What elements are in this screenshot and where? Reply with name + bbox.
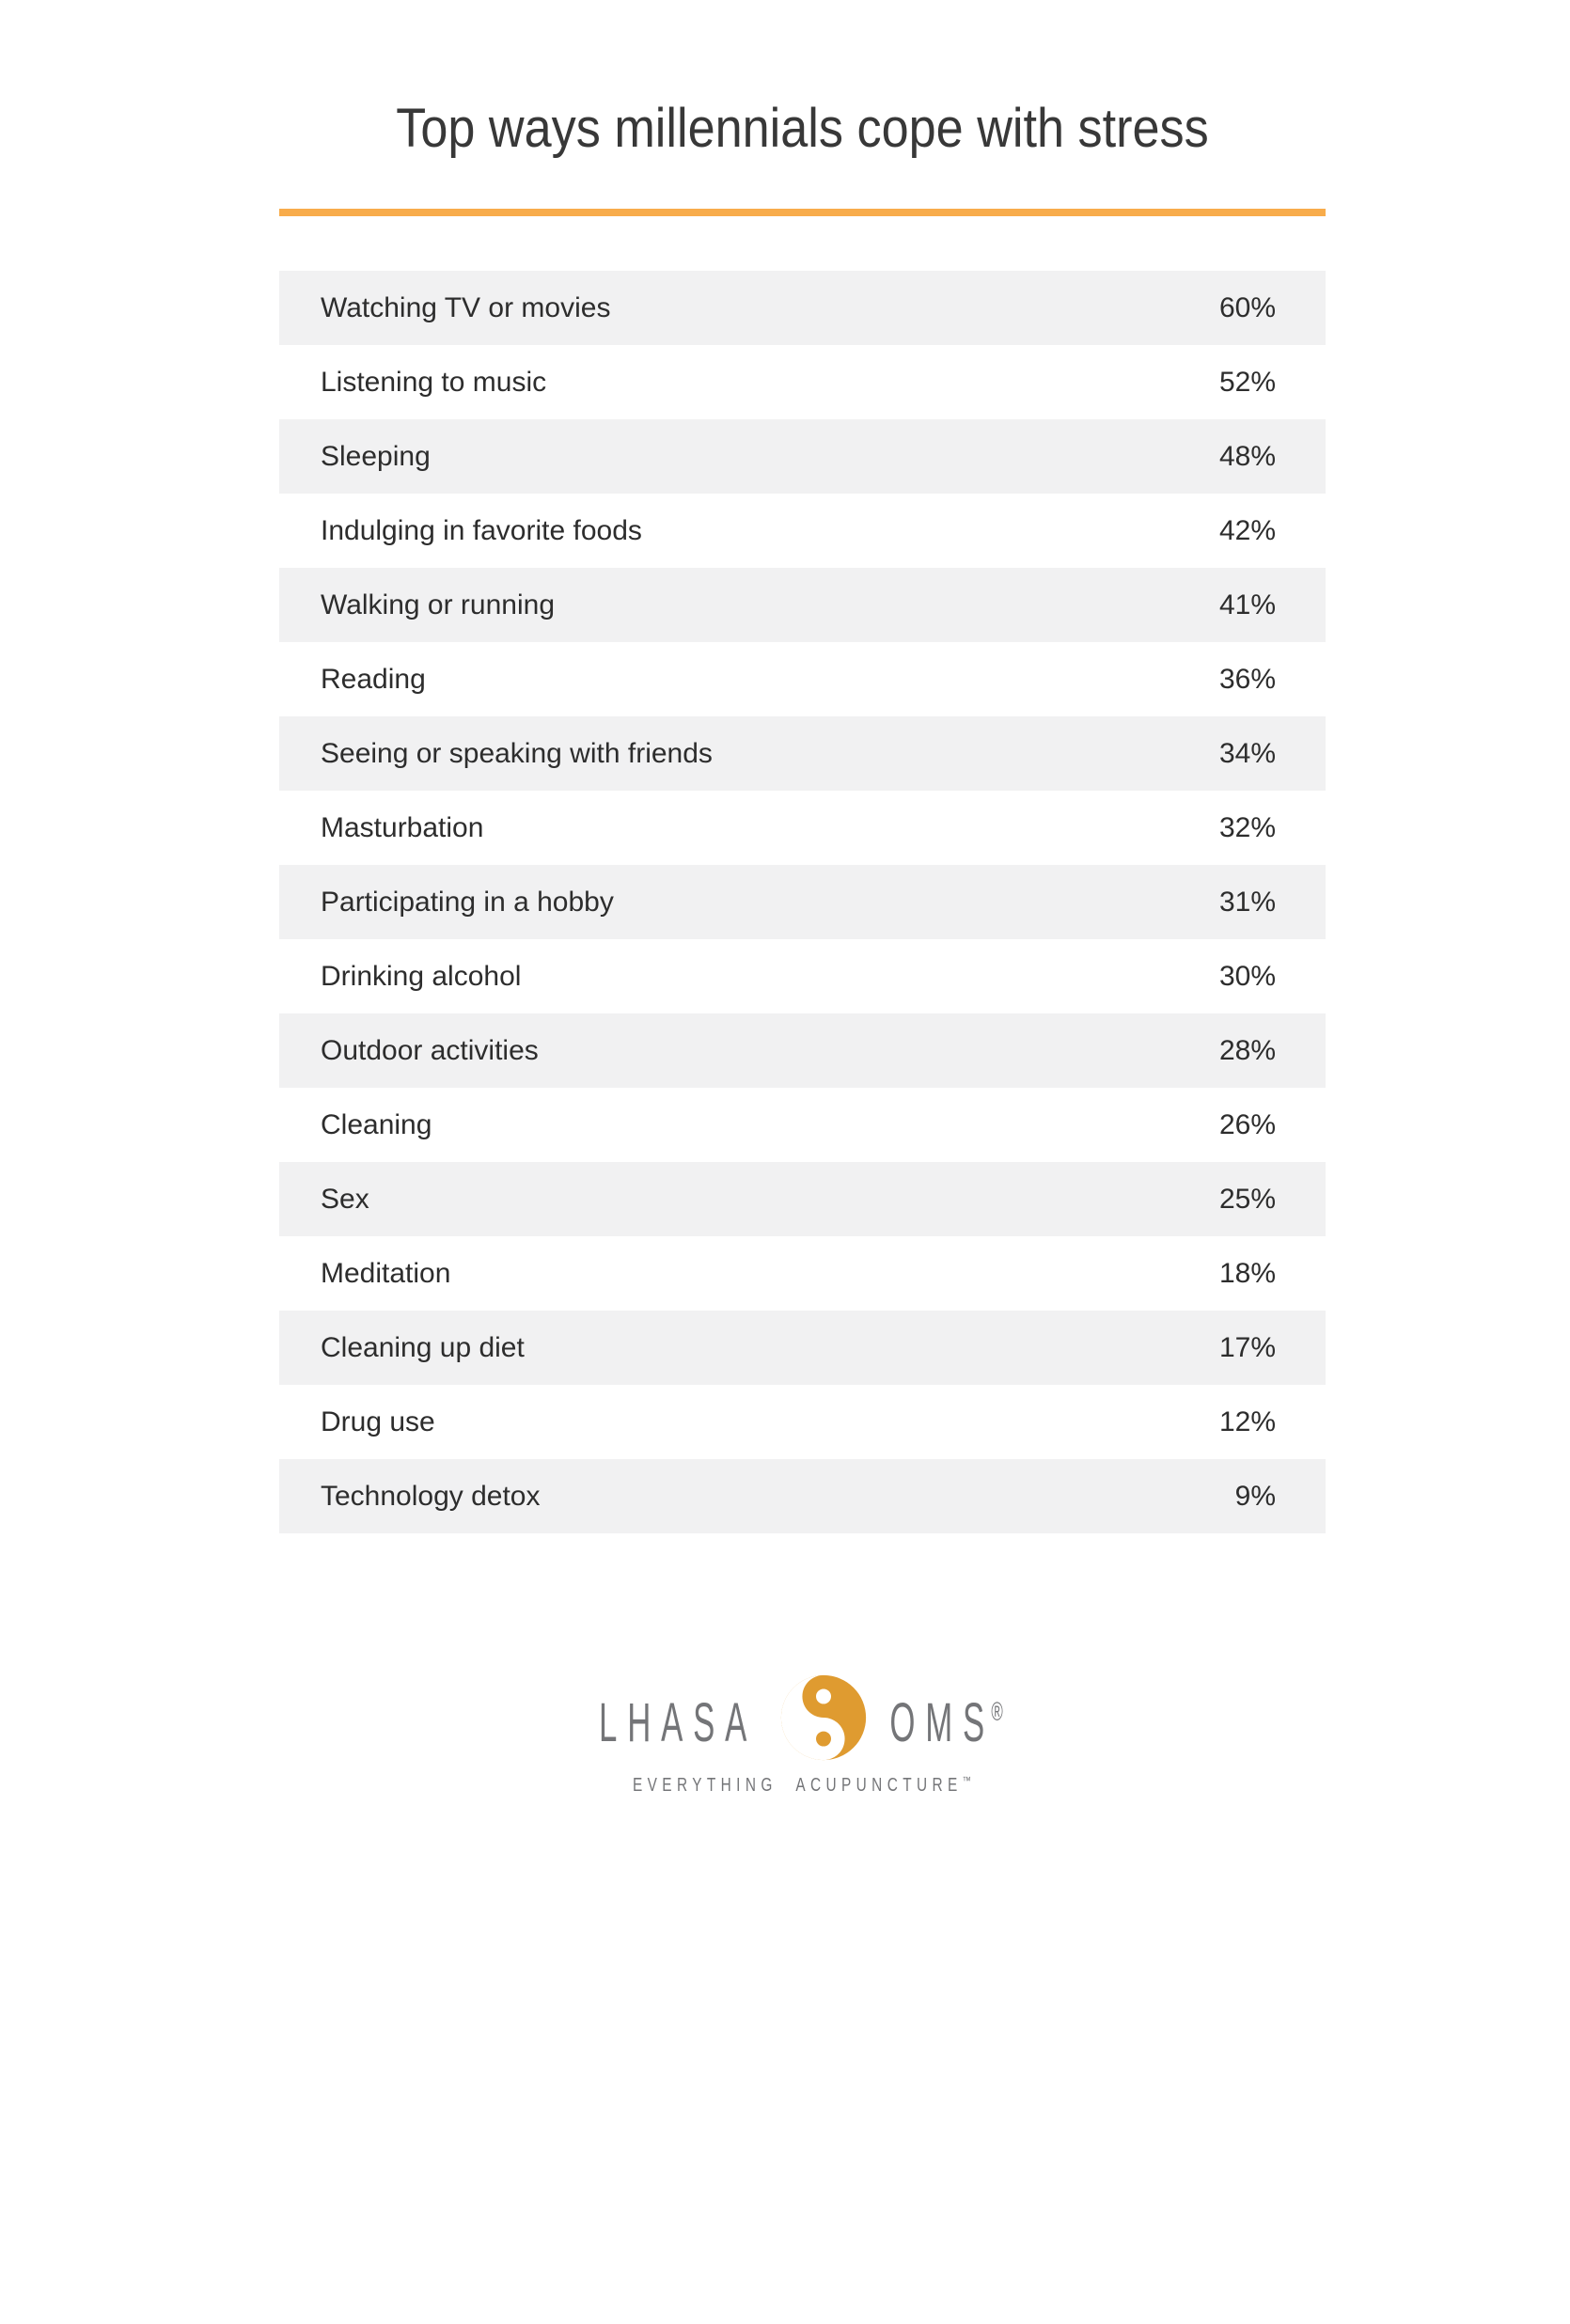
row-label: Indulging in favorite foods <box>321 514 642 546</box>
accent-divider <box>279 209 1326 216</box>
row-value: 41% <box>1218 589 1276 620</box>
row-value: 34% <box>1218 737 1276 769</box>
row-value: 48% <box>1218 440 1276 472</box>
table-row <box>279 1311 1326 1385</box>
row-value: 9% <box>1234 1480 1276 1512</box>
logo-text-oms <box>890 1691 1007 1754</box>
row-label: Cleaning <box>321 1108 432 1140</box>
logo-lockup <box>279 1673 1326 1762</box>
tagline-container <box>279 1775 1326 1797</box>
yin-yang-icon <box>779 1673 868 1762</box>
row-value: 26% <box>1218 1108 1276 1140</box>
table-row <box>279 1013 1326 1088</box>
trademark-icon: ™ <box>962 1774 973 1787</box>
row-value: 18% <box>1218 1257 1276 1289</box>
table-row <box>279 716 1326 791</box>
table-row <box>279 419 1326 494</box>
table-row <box>279 494 1326 568</box>
row-value: 28% <box>1218 1034 1276 1066</box>
table-row <box>279 271 1326 345</box>
row-label: Masturbation <box>321 811 484 843</box>
row-label: Listening to music <box>321 366 547 398</box>
row-value: 12% <box>1218 1405 1276 1437</box>
row-label: Technology detox <box>321 1480 541 1512</box>
table-row <box>279 1162 1326 1236</box>
table-row <box>279 1236 1326 1311</box>
row-value: 30% <box>1218 960 1276 992</box>
page-title: Top ways millennials cope with stress <box>396 98 1209 159</box>
row-label: Watching TV or movies <box>321 291 611 323</box>
lhasa-oms-logo <box>279 1673 1326 1797</box>
table-row <box>279 345 1326 419</box>
table-row <box>279 1088 1326 1162</box>
row-value: 17% <box>1218 1331 1276 1363</box>
stats-table <box>279 271 1326 1533</box>
row-value: 25% <box>1218 1183 1276 1215</box>
table-row <box>279 791 1326 865</box>
table-row <box>279 568 1326 642</box>
row-label: Meditation <box>321 1257 451 1289</box>
row-label: Reading <box>321 663 426 695</box>
row-label: Drug use <box>321 1405 435 1437</box>
row-value: 31% <box>1218 886 1276 918</box>
row-label: Participating in a hobby <box>321 886 614 918</box>
table-row <box>279 865 1326 939</box>
row-value: 42% <box>1218 514 1276 546</box>
table-row <box>279 642 1326 716</box>
row-value: 60% <box>1218 291 1276 323</box>
row-label: Seeing or speaking with friends <box>321 737 713 769</box>
table-row <box>279 939 1326 1013</box>
row-label: Cleaning up diet <box>321 1331 525 1363</box>
table-row <box>279 1385 1326 1459</box>
row-value: 52% <box>1218 366 1276 398</box>
row-label: Drinking alcohol <box>321 960 522 992</box>
row-value: 36% <box>1218 663 1276 695</box>
registered-trademark-icon: ® <box>991 1696 1004 1726</box>
row-label: Outdoor activities <box>321 1034 539 1066</box>
logo-text-lhasa: LHASA <box>599 1691 758 1753</box>
row-label: Walking or running <box>321 589 556 620</box>
row-label: Sex <box>321 1183 369 1215</box>
tagline-text: EVERYTHING ACUPUNCTURE <box>632 1775 963 1796</box>
row-value: 32% <box>1218 811 1276 843</box>
logo-tagline <box>633 1775 972 1797</box>
logo-oms-letters: OMS <box>889 1691 996 1753</box>
row-label: Sleeping <box>321 440 431 472</box>
table-row <box>279 1459 1326 1533</box>
